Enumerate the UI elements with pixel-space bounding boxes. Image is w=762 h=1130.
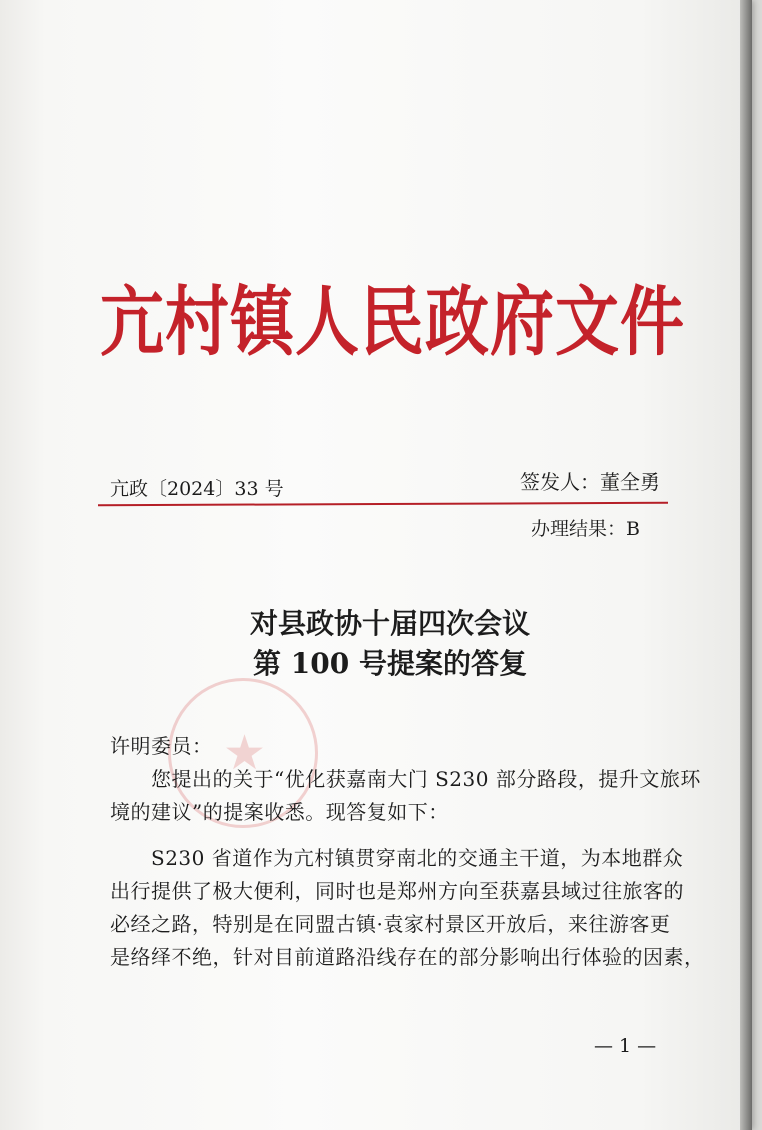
seal-star-icon: ★: [223, 725, 267, 781]
paragraph-2-line-3: 必经之路，特别是在同盟古镇·袁家村景区开放后，来往游客更: [110, 912, 671, 936]
paragraph-1-line-1-text: 您提出的关于“优化获嘉南大门 S230 部分路段，提升文旅环: [151, 767, 701, 791]
paragraph-1-line-2: 境的建议”的提案收悉。现答复如下：: [110, 800, 449, 824]
handling-result: 办理结果：B: [531, 518, 640, 540]
document-masthead: 亢村镇人民政府文件: [100, 278, 685, 368]
paragraph-2-line-1: [110, 842, 684, 875]
page-edge-shadow: [740, 0, 752, 1130]
paragraph-2-line-2: 出行提供了极大便利，同时也是郑州方向至获嘉县域过往旅客的: [110, 879, 684, 903]
page-number: — 1 —: [594, 1035, 657, 1057]
document-body: [110, 725, 705, 974]
paragraph-2-line-1-text: S230 省道作为亢村镇贯穿南北的交通主干道，为本地群众: [151, 846, 684, 870]
red-divider-line: [98, 502, 668, 506]
document-number: 亢政〔2024〕33 号: [110, 478, 284, 500]
paragraph-1-line-1: [110, 763, 701, 796]
paragraph-spacer: [110, 829, 670, 842]
salutation: 许明委员：: [110, 734, 213, 758]
title-line-1: 对县政协十届四次会议: [249, 607, 530, 640]
title-line-2: 第 100 号提案的答复: [253, 647, 527, 680]
document-title: [150, 604, 630, 684]
paragraph-2-line-4: 是络绎不绝，针对目前道路沿线存在的部分影响出行体验的因素，: [110, 945, 705, 969]
signer-label: 签发人：董全勇: [520, 470, 660, 494]
